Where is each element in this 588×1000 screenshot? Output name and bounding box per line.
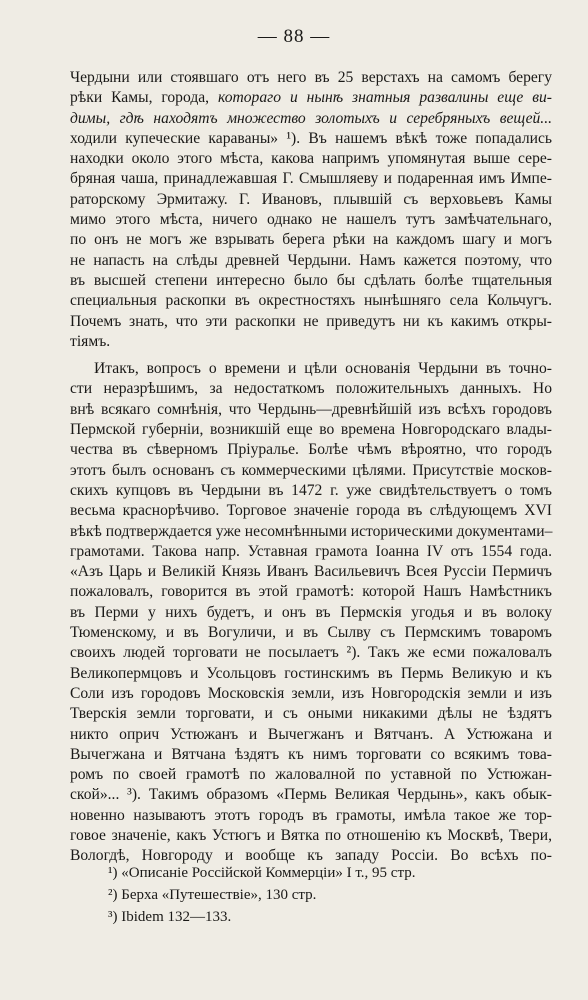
- text-line: по онъ не могъ же взрывать берега рѣки на каждомъ шагу и могъ: [70, 231, 552, 249]
- text-line: мимо этого мѣста, ничего однако не нашелъ тутъ замѣчательнаго,: [70, 211, 552, 229]
- italic-fragment: димы, гдѣ находятъ множество золотыхъ и серебряныхъ вещей...: [70, 109, 552, 127]
- text-line: говое значеніе, какъ Устюгъ и Вятка по отношенію къ Москвѣ, Твери,: [70, 826, 552, 844]
- text-line: новенно называютъ этотъ городъ въ грамоты, имѣла такое же тор-: [70, 806, 552, 824]
- text-line: находки около этого мѣста, какова напримъ упомянутая выше сере-: [70, 150, 552, 168]
- text-line: тіямъ.: [70, 332, 111, 350]
- text-line: никто оприч Устюжанъ и Вычегжанъ и Вятчанъ. А Устюжана и: [70, 725, 552, 743]
- text-line: своихъ людей торговати не посылаетъ ²). Такъ же есми пожаловалъ: [70, 644, 552, 662]
- text-line: раторскому Эрмитажу. Г. Ивановъ, плывшій съ верховьевъ Камы: [70, 190, 552, 208]
- text-line: ской»... ³). Такимъ образомъ «Пермь Великая Чердынь», какъ обык-: [70, 786, 552, 804]
- footnote: ³) Ibidem 132—133.: [108, 909, 232, 925]
- text-line: Чердыни или стоявшаго отъ него въ 25 верстахъ на самомъ берегу: [70, 69, 552, 86]
- text-line: Тюменскому, и въ Вогуличи, и въ Сылву съ Пермскимъ товаромъ: [70, 624, 552, 642]
- text-line: скихъ купцовъ въ Чердыни въ 1472 г. уже свидѣтельствуетъ о томъ: [70, 481, 552, 499]
- italic-fragment: котораго и нынѣ знатныя развалины еще ви-: [218, 89, 552, 107]
- paragraph-start-line: Итакъ, вопросъ о времени и цѣли основанія Чердыни въ точно-: [94, 360, 552, 378]
- text-line: ромъ по своей грамотѣ по жаловалной по уставной по Устюжан-: [70, 766, 552, 784]
- page-number: — 88 —: [257, 26, 331, 47]
- text-line: специальныя раскопки въ окрестностяхъ нынѣшняго села Кольчугъ.: [70, 292, 552, 310]
- main-text: [70, 68, 552, 867]
- footnote: ¹) «Описаніе Россійской Коммерціи» I т., 95 стр.: [108, 865, 416, 881]
- text-line: весьма краснорѣчиво. Торговое значеніе города въ слѣдующемъ XVI: [70, 502, 552, 520]
- text-line: Почемъ знать, что эти раскопки не приведутъ ни къ какимъ откры-: [70, 312, 552, 330]
- text-line: Вологдѣ, Новгороду и вообще къ западу Россіи. Во всѣхъ по-: [70, 847, 552, 865]
- text-line: чества въ сѣверномъ Пріуралье. Болѣе чѣмъ вѣроятно, что городъ: [70, 441, 552, 459]
- text-line: въ Перми у нихъ будетъ, и онъ въ Пермскія угодья и въ волоку: [70, 603, 552, 621]
- text-line: грамотами. Такова напр. Уставная грамота Іоанна IV отъ 1554 года.: [70, 542, 552, 560]
- text-line: [70, 109, 552, 129]
- text-line: Тверскія земли торговати, и съ оными никакими дѣлы не ѣздятъ: [70, 705, 552, 723]
- text-line: Соли изъ городовъ Московскія земли, изъ Новгородскія земли и изъ: [70, 684, 552, 702]
- footnotes: [108, 862, 548, 928]
- text-line: въ высшей степени интересно было бы сдѣлать болѣе тщательныя: [70, 271, 552, 289]
- text-fragment: рѣки Камы, города,: [70, 89, 218, 107]
- footnote: ²) Берха «Путешествіе», 130 стр.: [108, 887, 317, 903]
- text-line: пожаловалъ, говорится въ этой грамотѣ: которой Нашъ Намѣстникъ: [70, 583, 552, 601]
- text-line: Пермской губерніи, возникшій еще во времена Новгородскаго влады-: [70, 421, 552, 439]
- text-line: «Азъ Царь и Великій Князь Иванъ Васильевичъ Всея Руссіи Пермичъ: [70, 563, 552, 581]
- text-line: этотъ былъ основанъ съ коммерческими цѣлями. Присутствіе москов-: [70, 461, 552, 479]
- text-line: сти неразрѣшимъ, за недостаткомъ положительныхъ данныхъ. Но: [70, 380, 552, 398]
- text-line: не напасть на слѣды древней Чердыни. Намъ кажется поэтому, что: [70, 251, 552, 269]
- text-line: Вычегжана и Вятчана ѣздятъ къ нимъ торговати со всякимъ това-: [70, 745, 552, 763]
- text-line: ходили купеческие караваны» ¹). Въ нашемъ вѣкѣ тоже попадались: [70, 129, 552, 147]
- text-line: Великопермцовъ и Усольцовъ гостинскимъ въ Пермь Великую и къ: [70, 664, 552, 682]
- text-line: внѣ всякаго сомнѣнія, что Чердынь—древнѣйшій изъ всѣхъ городовъ: [70, 400, 552, 418]
- text-line: вѣкѣ подтверждается уже несомнѣнными историческими документами–: [70, 522, 553, 540]
- text-line: [70, 88, 552, 108]
- text-line: бряная чаша, принадлежавшая Г. Смышляеву и подаренная имъ Импе-: [70, 170, 552, 188]
